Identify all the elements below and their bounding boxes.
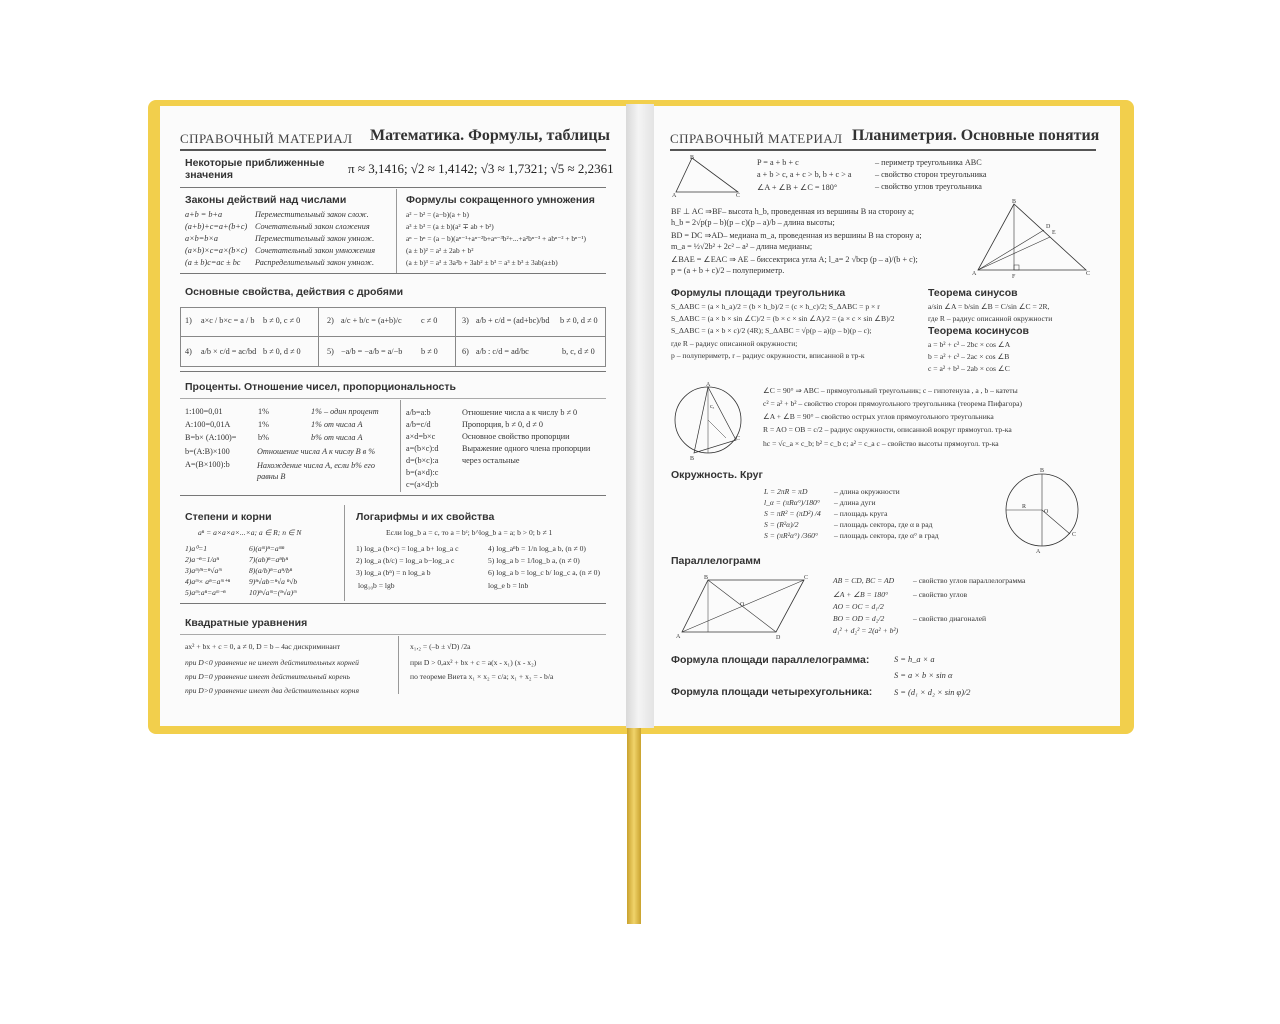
svg-text:O: O	[740, 602, 745, 608]
parallelogram-title: Параллелограмм	[671, 555, 761, 567]
quadratic-row: при D>0 уравнение имеет два действительных корня	[185, 686, 359, 695]
divider	[180, 603, 606, 604]
fraction-formula: a×c / b×c = a / b	[201, 316, 255, 325]
quadratic-row: при D<0 уравнение не имеет действительных корней	[185, 658, 359, 667]
height-formula: p = (a + b + c)/2 – полупериметр.	[671, 266, 785, 275]
short-mult-title: Формулы сокращенного умножения	[406, 194, 595, 206]
fractions-title: Основные свойства, действия с дробями	[185, 286, 404, 298]
svg-text:C: C	[1072, 532, 1077, 538]
svg-text:A: A	[972, 271, 977, 277]
divider	[398, 636, 399, 694]
left-page-title: Математика. Формулы, таблицы	[370, 127, 611, 144]
log-rule: 6) log_a b = log_c b/ log_c a, (n ≠ 0)	[488, 568, 600, 577]
proportion-formula: c=(a×d):b	[406, 480, 439, 489]
law-formula: (a×b)×c=a×(b×c)	[185, 246, 248, 255]
sines-note: где R – радиус описанной окружности	[928, 314, 1053, 323]
percent-symbol: b%	[258, 433, 269, 442]
circle-formula: S = πR² = (πD²) /4	[764, 509, 821, 518]
fraction-number: 4)	[185, 347, 192, 356]
left-header-label: СПРАВОЧНЫЙ МАТЕРИАЛ	[180, 131, 353, 146]
fraction-number: 3)	[462, 316, 469, 325]
triangle-desc: – периметр треугольника ABC	[875, 158, 982, 167]
height-formula: BF ⊥ AC ⇒BF– высота h_b, проведенная из вершины B на сторону a;	[671, 207, 915, 216]
divider	[318, 307, 319, 367]
circle-formula: l_α = (πRα°)/180°	[764, 498, 820, 507]
height-formula: h_b = 2√p(p – b)(p – c)(p – a)/b – длина высоты;	[671, 218, 835, 227]
right-page-title: Планиметрия. Основные понятия	[852, 127, 1100, 144]
percent-formula: 1:100=0,01	[185, 407, 223, 416]
circle-desc: – площадь сектора, где α° в град	[834, 531, 939, 540]
circle-formula: S = (πR²α°) /360°	[764, 531, 818, 540]
right-triangle-formula: hc = √c_a × c_b; b² = c_b c; a² = c_a c – свойство высоты прямоугол. тр-ка	[763, 439, 999, 448]
cosines-formula: b = a² + c² – 2ac × cos ∠B	[928, 352, 1010, 361]
notebook-spine	[626, 104, 654, 728]
circle-desc: – длина окружности	[834, 487, 900, 496]
laws-title: Законы действий над числами	[185, 194, 347, 206]
short-mult-formula: a³ ± b³ = (a ± b)(a² ∓ ab + b²)	[406, 222, 494, 231]
fraction-number: 1)	[185, 316, 192, 325]
svg-text:C: C	[1086, 271, 1091, 277]
triangle-desc: – свойство углов треугольника	[875, 182, 982, 191]
triangle-figure	[672, 154, 744, 198]
fraction-number: 6)	[462, 347, 469, 356]
power-rule: 1)a⁰=1	[185, 544, 208, 553]
right-triangle-formula: ∠C = 90° ⇒ ABC – прямоугольный треугольник; c – гипотенуза , a , b – катеты	[763, 386, 1018, 395]
cosines-title: Теорема косинусов	[928, 325, 1029, 337]
log-rule: 5) log_a b = 1/log_b a, (n ≠ 0)	[488, 556, 580, 565]
right-header-label: СПРАВОЧНЫЙ МАТЕРИАЛ	[670, 131, 843, 146]
power-rule: 6)(aᵐ)ⁿ=aᵐⁿ	[249, 544, 285, 553]
law-desc: Переместительный закон умнож.	[255, 234, 375, 243]
triangle-desc: – свойство сторон треугольника	[875, 170, 987, 179]
percent-symbol: 1%	[258, 420, 269, 429]
proportion-formula: a/b=c/d	[406, 420, 431, 429]
power-rule: 2)a⁻ⁿ=1/aⁿ	[185, 555, 219, 564]
approx-title: Некоторые приближенные значения	[185, 157, 325, 181]
proportion-formula: b=(a×d):c	[406, 468, 439, 477]
quadrilateral-area-title: Формула площади четырехугольника:	[671, 686, 873, 698]
svg-text:R: R	[1022, 504, 1027, 510]
percent-desc: Отношение числа A к числу B в %	[257, 447, 376, 456]
svg-text:C: C	[736, 193, 741, 198]
proportion-desc: Пропорция, b ≠ 0, d ≠ 0	[462, 420, 543, 429]
parallelogram-area-formula: S = a × b × sin α	[894, 671, 953, 680]
svg-text:cₐ: cₐ	[710, 404, 715, 410]
svg-text:E: E	[1052, 230, 1056, 236]
divider	[180, 495, 606, 496]
fraction-number: 2)	[327, 316, 334, 325]
log-rule: 3) log_a (bⁿ) = n log_a b	[356, 568, 431, 577]
parallelogram-desc: – свойство углов	[913, 590, 968, 599]
log-rule: 1) log_a (b×c) = log_a b+ log_a c	[356, 544, 459, 553]
quadrilateral-area-formula: S = (d₁ × d₂ × sin φ)/2	[894, 688, 971, 697]
circle-desc: – площадь круга	[834, 509, 888, 518]
area-formula: S_ΔABC = (a × b × sin ∠C)/2 = (b × c × sin ∠A)/2 = (a × c × sin ∠B)/2	[671, 314, 895, 323]
power-rule: 7)(ab)ⁿ=aⁿbⁿ	[249, 555, 288, 564]
quadratic-row: ax² + bx + c = 0, a ≠ 0, D = b – 4ac дискриминант	[185, 642, 341, 651]
power-rule: 5)aᵐ:aⁿ=aᵐ⁻ⁿ	[185, 588, 226, 597]
triangle-heights-figure	[970, 198, 1094, 278]
log-rule: log₁₀b = lgb	[358, 581, 395, 590]
law-desc: Сочетательный закон сложения	[255, 222, 370, 231]
law-formula: (a ± b)c=ac ± bc	[185, 258, 241, 267]
law-formula: a+b = b+a	[185, 210, 223, 219]
svg-text:A: A	[676, 634, 681, 640]
divider	[180, 187, 606, 188]
proportion-formula: d=(b×c):a	[406, 456, 439, 465]
sines-title: Теорема синусов	[928, 287, 1018, 299]
power-rule: 9)ⁿ√ab=ⁿ√a ⁿ√b	[249, 577, 298, 586]
svg-text:F: F	[1012, 274, 1016, 278]
svg-text:B: B	[690, 155, 695, 161]
svg-text:B: B	[704, 575, 709, 581]
percent-symbol: 1%	[258, 407, 269, 416]
right-triangle-formula: R = AO = OB = c/2 – радиус окружности, описанной вокруг прямоугол. тр-ка	[763, 425, 1012, 434]
short-mult-formula: (a ± b)³ = a³ ± 3a²b + 3ab² ± b³ = a³ ± b³ ± 3ab(a±b)	[406, 258, 558, 267]
fraction-condition: b ≠ 0	[421, 347, 438, 356]
parallelogram-formula: ∠A + ∠B = 180°	[833, 590, 889, 599]
fraction-condition: b ≠ 0, d ≠ 0	[560, 316, 598, 325]
divider	[180, 273, 606, 274]
divider	[180, 336, 606, 337]
fraction-formula: a/b + c/d = (ad+bc)/bd	[476, 316, 550, 325]
svg-text:B: B	[690, 456, 695, 462]
circle-formula: L = 2πR = πD	[764, 487, 808, 496]
height-formula: ∠BAE = ∠EAC ⇒ AE – биссектриса угла A; l_a= 2 √bcp (p – a)/(b + c);	[671, 255, 918, 264]
cosines-formula: c = a² + b² – 2ab × cos ∠C	[928, 364, 1010, 373]
percent-formula: A=(B×100):b	[185, 460, 230, 469]
circle-desc: – площадь сектора, где α в рад	[834, 520, 933, 529]
triangle-area-title: Формулы площади треугольника	[671, 287, 846, 299]
parallelogram-desc: – свойство углов параллелограмма	[913, 576, 1026, 585]
proportion-desc: Выражение одного члена пропорции	[462, 444, 591, 453]
right-triangle-formula: c² = a² + b² – свойство сторон прямоугольного треугольника (теорема Пифагора)	[763, 399, 1023, 408]
proportion-desc: Основное свойство пропорции	[462, 432, 570, 441]
svg-text:D: D	[776, 635, 781, 640]
percent-formula: A:100=0,01A	[185, 420, 231, 429]
svg-text:O: O	[1044, 509, 1049, 515]
circle-title: Окружность. Круг	[671, 469, 763, 481]
divider	[180, 634, 606, 635]
short-mult-formula: aⁿ − bⁿ = (a − b)(aⁿ⁻¹+aⁿ⁻²b+aⁿ⁻³b²+...+a²bⁿ⁻³ + abⁿ⁻² + bⁿ⁻¹)	[406, 234, 586, 243]
divider	[180, 398, 606, 399]
log-rule: 4) log_aⁿb = 1/n log_a b, (n ≠ 0)	[488, 544, 586, 553]
percent-desc: b% от числа A	[311, 433, 363, 442]
sines-formula: a/sin ∠A = b/sin ∠B = C/sin ∠C = 2R,	[928, 302, 1050, 311]
logs-title: Логарифмы и их свойства	[356, 511, 495, 523]
fraction-formula: a/b × c/d = ac/bd	[201, 347, 257, 356]
area-formula: p – полупериметр, r – радиус окружности, вписанной в тр-к	[671, 351, 865, 360]
percent-desc: Нахождение числа A, если b% его равны B	[257, 461, 375, 481]
parallelogram-figure	[676, 572, 812, 640]
svg-text:D: D	[1046, 224, 1051, 230]
parallelogram-area-formula: S = h_a × a	[894, 655, 935, 664]
fraction-condition: b ≠ 0, d ≠ 0	[263, 347, 301, 356]
percent-title: Проценты. Отношение чисел, пропорциональность	[185, 381, 456, 393]
parallelogram-formula: AB = CD, BC = AD	[833, 576, 895, 585]
proportion-formula: a=(b×c):d	[406, 444, 439, 453]
parallelogram-area-title: Формула площади параллелограмма:	[671, 654, 870, 666]
law-formula: a×b=b×a	[185, 234, 218, 243]
divider	[180, 371, 606, 372]
proportion-desc: через остальные	[462, 456, 520, 465]
parallelogram-formula: d₁² + d₂² = 2(a² + b²)	[833, 626, 899, 635]
short-mult-formula: a² − b² = (a−b)(a + b)	[406, 210, 469, 219]
circle-figure	[1000, 464, 1084, 554]
short-mult-formula: (a ± b)² = a² ± 2ab + b²	[406, 246, 474, 255]
svg-text:B: B	[1012, 199, 1017, 205]
percent-formula: b=(A:B)×100	[185, 447, 230, 456]
law-desc: Сочетательный закон умножения	[255, 246, 376, 255]
area-formula: S_ΔABC = (a × b × c)/2 (4R); S_ΔABC = √p(p – a)(p – b)(p – c);	[671, 326, 872, 335]
svg-text:C: C	[804, 575, 809, 581]
fraction-condition: c ≠ 0	[421, 316, 438, 325]
triangle-formula: a + b > c, a + c > b, b + c > a	[757, 170, 852, 179]
percent-desc: 1% от числа A	[311, 420, 363, 429]
law-desc: Распределительный закон умнож.	[255, 258, 375, 267]
percent-desc: 1% – один процент	[311, 407, 379, 416]
quadratic-root-formula: x₁,₂ = (–b ± √D) /2a	[410, 642, 471, 651]
height-formula: m_a = ½√2b² + 2c² – a² – длина медианы;	[671, 242, 813, 251]
approx-values: π ≈ 3,1416; √2 ≈ 1,4142; √3 ≈ 1,7321; √5 ≈ 2,2361	[348, 161, 614, 176]
svg-text:A: A	[706, 382, 711, 388]
quadratic-root-formula: по теореме Виета x₁ × x₂ = c/a; x₁ + x₂ = - b/a	[410, 672, 554, 681]
quadratic-title: Квадратные уравнения	[185, 617, 308, 629]
divider	[455, 307, 456, 367]
divider	[344, 505, 345, 601]
svg-text:A: A	[672, 193, 677, 198]
power-rule: 3)aᵐ/ⁿ=ⁿ√aᵐ	[185, 566, 222, 575]
svg-text:A: A	[1036, 549, 1041, 554]
fraction-formula: a/b : c/d = ad/bc	[476, 347, 529, 356]
power-rule: 8)(a/b)ⁿ=aⁿ/bⁿ	[249, 566, 293, 575]
logs-definition: Если log_b a = c, то a = bᶜ; b^log_b a = a; b > 0; b ≠ 1	[386, 528, 553, 537]
powers-definition: aⁿ = a×a×a×...×a; a ∈ R; n ∈ N	[198, 528, 302, 537]
svg-text:B: B	[1040, 468, 1045, 474]
circle-formula: S = (R²α)/2	[764, 520, 799, 529]
circle-desc: – длина дуги	[834, 498, 876, 507]
powers-title: Степени и корни	[185, 511, 272, 523]
fraction-formula: a/c + b/c = (a+b)/c	[341, 316, 402, 325]
proportion-desc: Отношение числа a к числу b ≠ 0	[462, 408, 578, 417]
parallelogram-desc: – свойство диагоналей	[913, 614, 987, 623]
area-formula: S_ΔABC = (a × h_a)/2 = (b × h_b)/2 = (c × h_c)/2; S_ΔABC = p × r	[671, 302, 880, 311]
svg-text:C: C	[736, 436, 741, 442]
cosines-formula: a = b² + c² – 2bc × cos ∠A	[928, 340, 1011, 349]
divider	[400, 400, 401, 492]
header-rule	[180, 149, 606, 151]
law-formula: (a+b)+c=a+(b+c)	[185, 222, 248, 231]
header-rule	[670, 149, 1096, 151]
triangle-formula: P = a + b + c	[757, 158, 799, 167]
quadratic-row: при D=0 уравнение имеет действительный корень	[185, 672, 350, 681]
log-rule: 2) log_a (b/c) = log_a b−log_a c	[356, 556, 455, 565]
proportion-formula: a/b=a:b	[406, 408, 431, 417]
log-rule: log_e b = lnb	[488, 581, 529, 590]
right-triangle-formula: ∠A + ∠B = 90° – свойство острых углов прямоугольного треугольника	[763, 412, 994, 421]
bookmark-ribbon[interactable]	[627, 728, 641, 924]
triangle-formula: ∠A + ∠B + ∠C = 180°	[757, 183, 838, 192]
parallelogram-formula: AO = OC = d₁/2	[833, 602, 884, 611]
divider	[396, 189, 397, 273]
fraction-formula: −a/b = −a/b = a/−b	[341, 347, 403, 356]
power-rule: 10)ⁿ√aᵐ=(ⁿ√a)ᵐ	[249, 588, 297, 597]
law-desc: Переместительный закон слож.	[255, 210, 369, 219]
fraction-condition: b, c, d ≠ 0	[562, 347, 595, 356]
power-rule: 4)aᵐ× aⁿ=aᵐ⁺ⁿ	[185, 577, 230, 586]
right-triangle-circle-figure	[674, 380, 758, 464]
area-formula: где R – радиус описанной окружности;	[671, 339, 798, 348]
proportion-formula: a×d=b×c	[406, 432, 436, 441]
percent-formula: B=b× (A:100)=	[185, 433, 237, 442]
fraction-condition: b ≠ 0, c ≠ 0	[263, 316, 301, 325]
height-formula: BD = DC ⇒AD– медиана m_a, проведенная из вершины B на сторону a;	[671, 231, 922, 240]
quadratic-root-formula: при D > 0,ax² + bx + c = a(x - x₁) (x - x₂)	[410, 658, 537, 667]
fraction-number: 5)	[327, 347, 334, 356]
parallelogram-formula: BO = OD = d₂/2	[833, 614, 885, 623]
